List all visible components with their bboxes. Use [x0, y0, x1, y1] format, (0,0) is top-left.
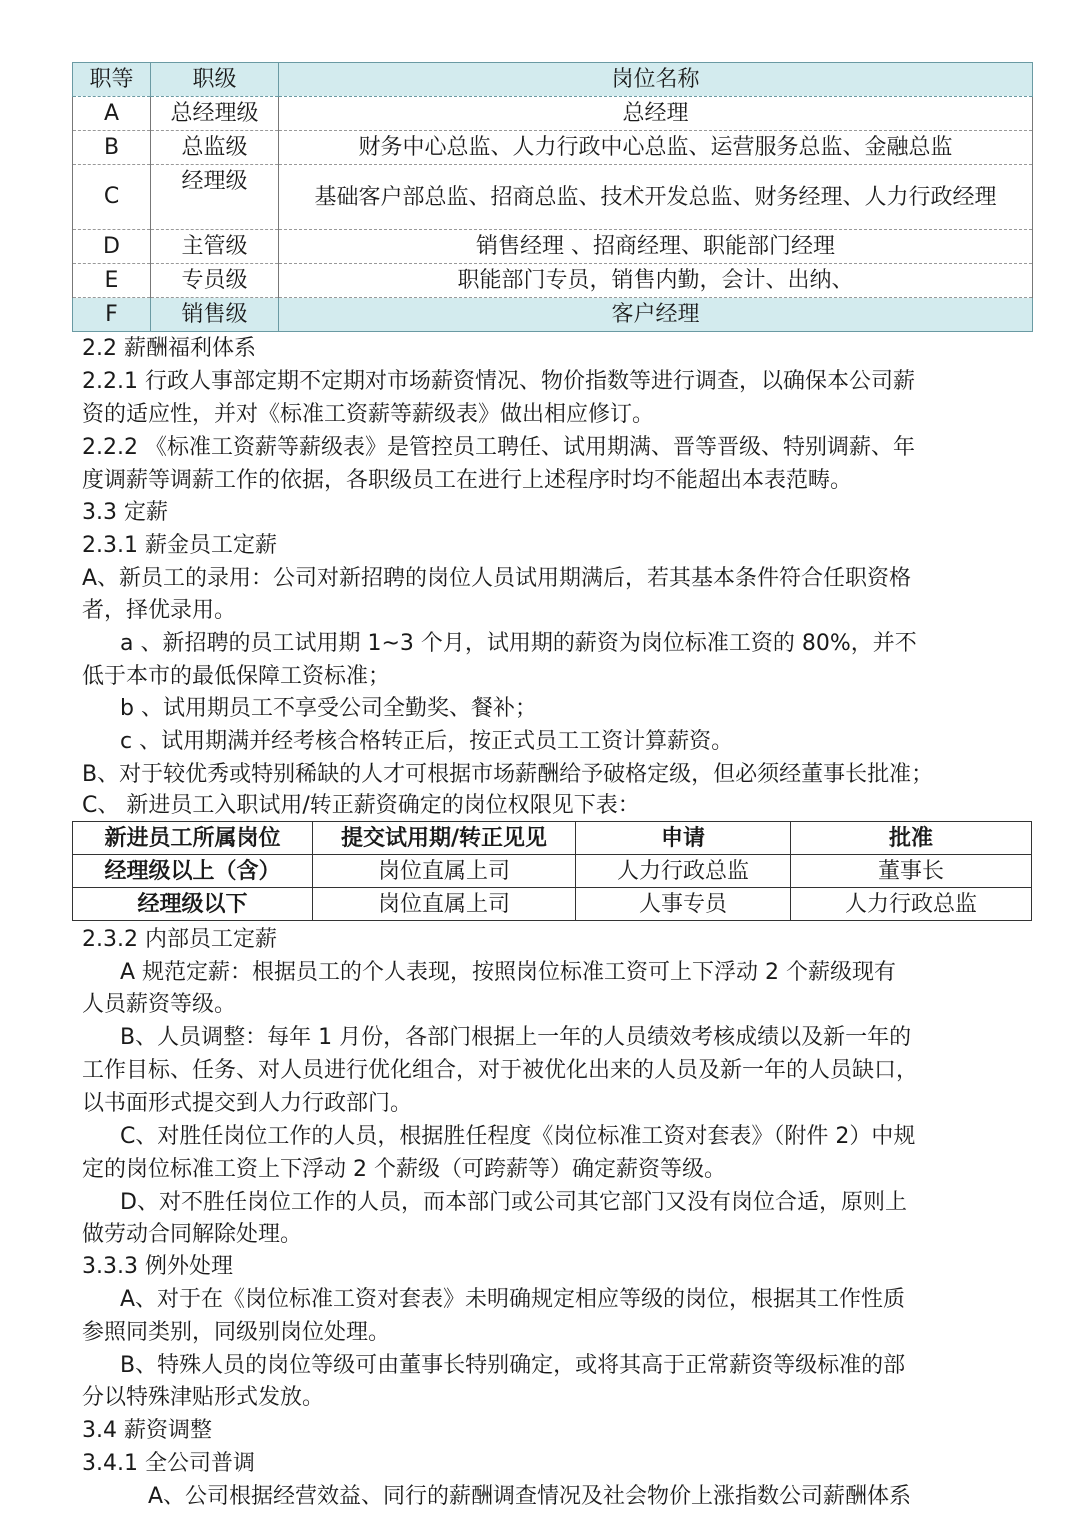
header-cell: 职级	[151, 63, 279, 97]
section-heading: 3.4 薪资调整	[82, 1418, 212, 1443]
grade-cell: F	[73, 298, 151, 332]
position-cell: 基础客户部总监、招商总监、技术开发总监、财务经理、人力行政经理	[279, 165, 1033, 230]
paragraph-line: 定的岗位标准工资上下浮动 2 个薪级（可跨薪等）确定薪资等级。	[82, 1157, 726, 1182]
paragraph-line: A、新员工的录用：公司对新招聘的岗位人员试用期满后，若其基本条件符合任职资格	[82, 566, 912, 591]
subsection-heading: 2.3.1 薪金员工定薪	[82, 533, 277, 558]
level-cell: 总监级	[151, 131, 279, 165]
header-cell: 新进员工所属岗位	[73, 822, 313, 855]
position-cell: 总经理	[279, 97, 1033, 131]
table-row	[73, 888, 1032, 921]
paragraph-line: 工作目标、任务、对人员进行优化组合，对于被优化出来的人员及新一年的人员缺口，	[82, 1058, 919, 1083]
paragraph-line: A、对于在《岗位标准工资对套表》未明确规定相应等级的岗位，根据其工作性质	[120, 1287, 906, 1312]
paragraph-line: a 、新招聘的员工试用期 1~3 个月，试用期的薪资为岗位标准工资的 80%，并不	[120, 631, 917, 656]
header-cell: 申请	[576, 822, 791, 855]
level-cell: 销售级	[151, 298, 279, 332]
paragraph-line: C、 新进员工入职试用/转正薪资确定的岗位权限见下表：	[82, 793, 640, 818]
paragraph-line: C、对胜任岗位工作的人员，根据胜任程度《岗位标准工资对套表》（附件 2）中规	[120, 1124, 916, 1149]
paragraph-line: D、对不胜任岗位工作的人员，而本部门或公司其它部门又没有岗位合适，原则上	[120, 1190, 907, 1215]
level-cell: 总经理级	[151, 97, 279, 131]
grade-cell: D	[73, 230, 151, 264]
position-cell: 财务中心总监、人力行政中心总监、运营服务总监、金融总监	[279, 131, 1033, 165]
header-cell: 岗位名称	[279, 63, 1033, 97]
level-cell: 经理级	[151, 165, 279, 230]
paragraph-line: 以书面形式提交到人力行政部门。	[82, 1091, 413, 1116]
paragraph-line: c 、试用期满并经考核合格转正后，按正式员工工资计算薪资。	[120, 729, 734, 754]
approver-cell: 董事长	[791, 855, 1032, 888]
section-heading: 2.2 薪酬福利体系	[82, 336, 256, 361]
position-cell: 职能部门专员，销售内勤，会计、出纳、	[279, 264, 1033, 298]
position-cell: 客户经理	[279, 298, 1033, 332]
paragraph-line: B、对于较优秀或特别稀缺的人才可根据市场薪酬给予破格定级，但必须经董事长批准；	[82, 762, 934, 787]
table-row	[73, 97, 1033, 131]
paragraph-line: 做劳动合同解除处理。	[82, 1222, 303, 1247]
table-row	[73, 855, 1032, 888]
paragraph-line: 2.2.1 行政人事部定期不定期对市场薪资情况、物价指数等进行调查，以确保本公司薪	[82, 369, 915, 394]
paragraph-line: 者，择优录用。	[82, 598, 237, 623]
paragraph-line: 资的适应性，并对《标准工资薪等薪级表》做出相应修订。	[82, 402, 655, 427]
approver-cell: 人力行政总监	[791, 888, 1032, 921]
table-row	[73, 131, 1033, 165]
grade-cell: C	[73, 165, 151, 230]
level-cell: 专员级	[151, 264, 279, 298]
paragraph-line: B、人员调整：每年 1 月份，各部门根据上一年的人员绩效考核成绩以及新一年的	[120, 1025, 912, 1050]
grade-cell: B	[73, 131, 151, 165]
subsection-heading: 3.4.1 全公司普调	[82, 1451, 255, 1476]
paragraph-line: A 规范定薪：根据员工的个人表现，按照岗位标准工资可上下浮动 2 个薪级现有	[120, 960, 897, 985]
table-row	[73, 298, 1033, 332]
applicant-cell: 人力行政总监	[576, 855, 791, 888]
section-heading: 3.3 定薪	[82, 500, 168, 525]
applicant-cell: 人事专员	[576, 888, 791, 921]
table-row	[73, 230, 1033, 264]
subsection-heading: 2.3.2 内部员工定薪	[82, 927, 277, 952]
submitter-cell: 岗位直属上司	[313, 855, 576, 888]
approval-table	[72, 821, 1032, 921]
subsection-heading: 3.3.3 例外处理	[82, 1254, 233, 1279]
submitter-cell: 岗位直属上司	[313, 888, 576, 921]
grade-table-header	[73, 63, 1033, 97]
table-row	[73, 264, 1033, 298]
paragraph-line: 低于本市的最低保障工资标准；	[82, 664, 391, 689]
paragraph-line: A、公司根据经营效益、同行的薪酬调查情况及社会物价上涨指数公司薪酬体系	[148, 1484, 912, 1509]
paragraph-line: 度调薪等调薪工作的依据，各职级员工在进行上述程序时均不能超出本表范畴。	[82, 468, 853, 493]
position-cell: 经理级以上（含）	[73, 855, 313, 888]
paragraph-line: 参照同类别，同级别岗位处理。	[82, 1320, 391, 1345]
position-cell: 经理级以下	[73, 888, 313, 921]
paragraph-line: B、特殊人员的岗位等级可由董事长特别确定，或将其高于正常薪资等级标准的部	[120, 1353, 906, 1378]
position-cell: 销售经理 、招商经理、职能部门经理	[279, 230, 1033, 264]
paragraph-line: 人员薪资等级。	[82, 992, 237, 1017]
header-cell: 提交试用期/转正见见	[313, 822, 576, 855]
paragraph-line: b 、试用期员工不享受公司全勤奖、餐补；	[120, 696, 537, 721]
header-cell: 职等	[73, 63, 151, 97]
paragraph-line: 分以特殊津贴形式发放。	[82, 1385, 325, 1410]
grade-cell: A	[73, 97, 151, 131]
level-cell: 主管级	[151, 230, 279, 264]
grade-cell: E	[73, 264, 151, 298]
table-row	[73, 165, 1033, 230]
header-cell: 批准	[791, 822, 1032, 855]
paragraph-line: 2.2.2 《标准工资薪等薪级表》是管控员工聘任、试用期满、晋等晋级、特别调薪、年	[82, 435, 915, 460]
approval-table-header	[73, 822, 1032, 855]
grade-table	[72, 62, 1033, 332]
